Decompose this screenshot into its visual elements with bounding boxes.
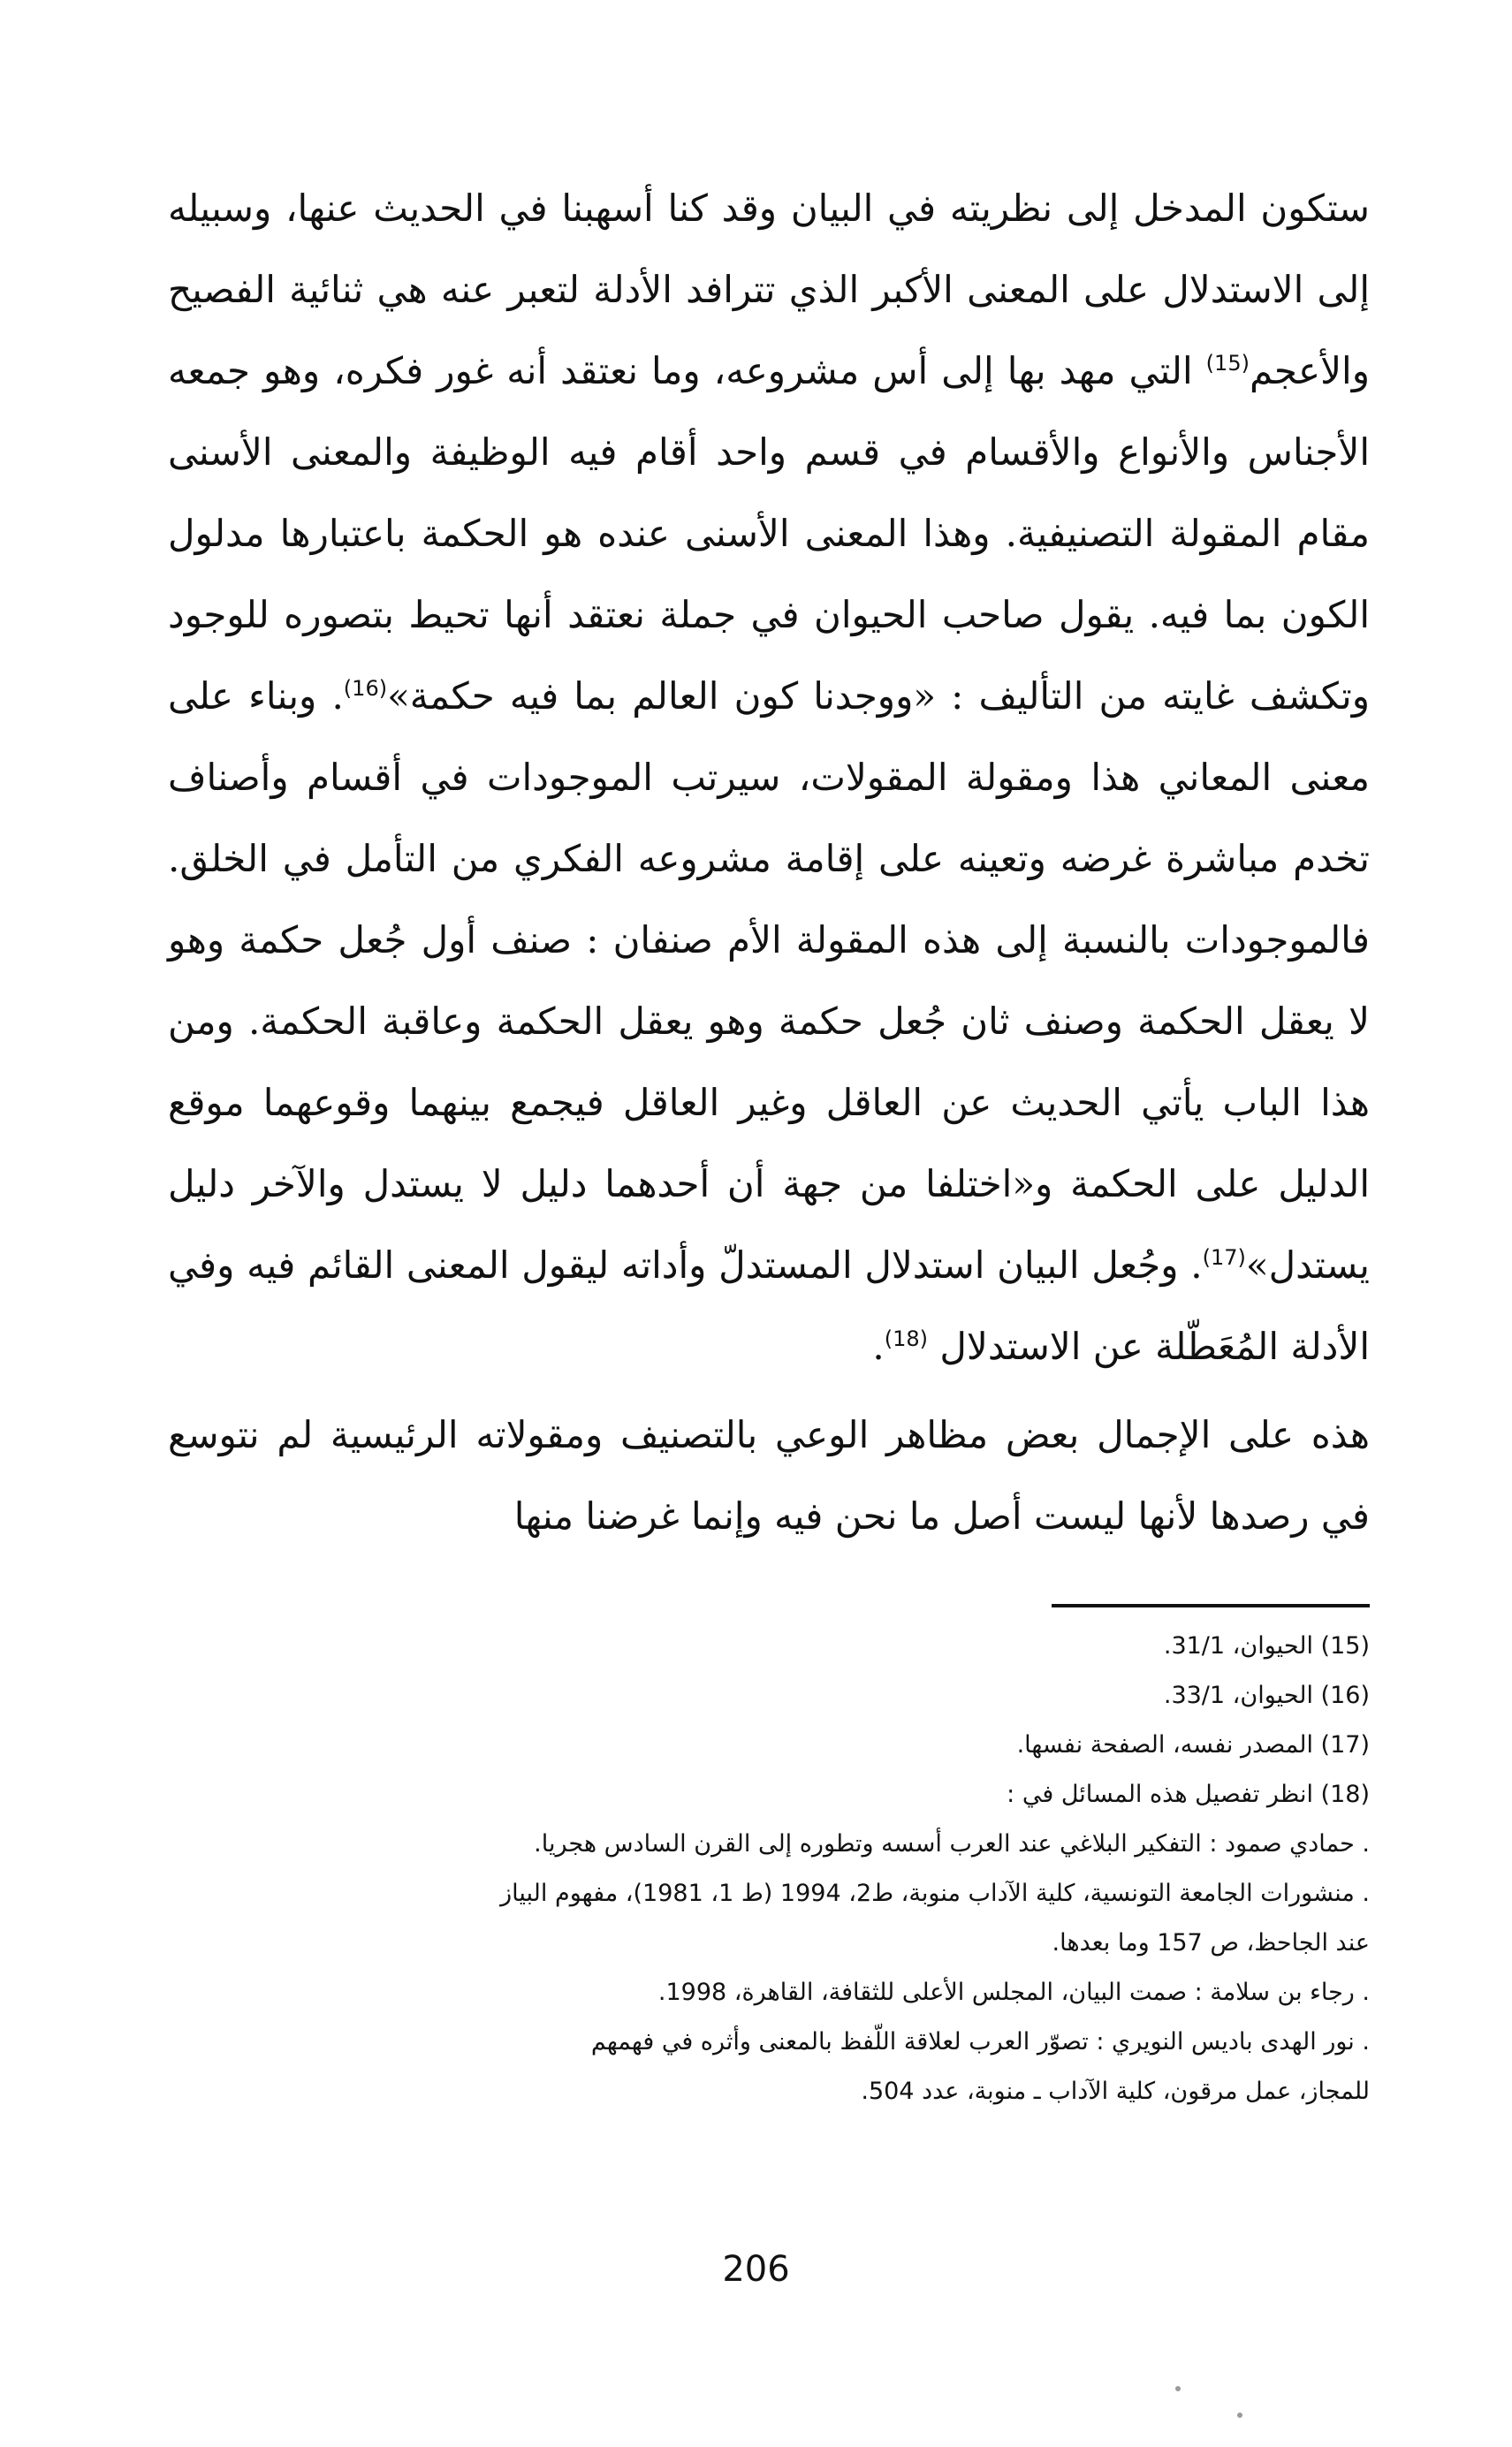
footnote-15: (15) الحيوان، 31/1. <box>1163 1632 1370 1660</box>
scan-speck <box>1175 2386 1181 2391</box>
footnote-separator <box>1052 1604 1370 1607</box>
scan-speck <box>1237 2413 1242 2418</box>
footnote-reference-item: . منشورات الجامعة التونسية، كلية الآداب منوبة، ط2، 1994 (ط 1، 1981)، مفهوم البياز <box>500 1880 1370 1907</box>
footnote-16: (16) الحيوان، 33/1. <box>1163 1682 1370 1709</box>
footnote-ref-15: (15) <box>1205 351 1250 376</box>
footnote-ref-16: (16) <box>343 676 388 701</box>
footnote-ref-17: (17) <box>1202 1245 1246 1270</box>
footnote-reference-item-continued: للمجاز، عمل مرقون، كلية الآداب ـ منوبة، عدد 504. <box>861 2078 1370 2105</box>
paragraph-text: . وجُعل البيان استدلال المستدلّ وأداته ليقول المعنى القائم فيه وفي الأدلة المُعَطّلة عن الاستدلال <box>168 1243 1370 1368</box>
footnote-reference-item: . رجاء بن سلامة : صمت البيان، المجلس الأعلى للثقافة، القاهرة، 1998. <box>657 1979 1370 2006</box>
paragraph-text: ستكون المدخل إلى نظريته في البيان وقد كنا أسهبنا في الحديث عنها، وسبيله إلى الاستدلال على المعنى الأكبر الذي تترافد الأدلة لتعبر عنه هي ثنائية الفصيح والأعجم <box>168 186 1370 392</box>
page-number: 206 <box>722 2249 790 2290</box>
paragraph-text: . <box>872 1325 885 1368</box>
paragraph-text: . وبناء على معنى المعاني هذا ومقولة المقولات، سيرتب الموجودات في أقسام وأصناف تخدم مباشرة غرضه وتعينه على إقامة مشروعه الفكري من التأمل في الخلق. فالموجودات بالنسبة إلى هذه المقولة الأم صنفان : صنف أول جُعل حكمة وهو لا يعقل الحكمة وصنف ثان جُعل حكمة وهو يعقل الحكمة وعاقبة الحكمة. ومن هذا الباب يأتي الحديث عن العاقل وغير العاقل فيجمع بينهما وقوعهما موقع الدليل على الحكمة و«اختلفا من جهة أن أحدهما دليل لا يستدل والآخر دليل يستدل» <box>168 674 1370 1287</box>
paragraph: هذه على الإجمال بعض مظاهر الوعي بالتصنيف ومقولاته الرئيسية لم نتوسع في رصدها لأنها ليست أصل ما نحن فيه وإنما غرضنا منها <box>168 1413 1370 1538</box>
footnote-reference-item: . نور الهدى باديس النويري : تصوّر العرب لعلاقة اللّفظ بالمعنى وأثره في فهمهم <box>590 2028 1370 2056</box>
paragraph <box>168 168 1370 1387</box>
footnote-reference-item: . حمادي صمود : التفكير البلاغي عند العرب أسسه وتطوره إلى القرن السادس هجريا. <box>534 1830 1370 1858</box>
footnote-reference-item-continued: عند الجاحظ، ص 157 وما بعدها. <box>1052 1929 1370 1957</box>
body-text <box>168 168 1370 1557</box>
paragraph-text: التي مهد بها إلى أس مشروعه، وما نعتقد أنه غور فكره، وهو جمعه الأجناس والأنواع والأقسام في قسم واحد أقام فيه الوظيفة والمعنى الأسنى مقام المقولة التصنيفية. وهذا المعنى الأسنى عنده هو الحكمة باعتبارها مدلول الكون بما فيه. يقول صاحب الحيوان في جملة نعتقد أنها تحيط بتصوره للوجود وتكشف غايته من التأليف : «ووجدنا كون العالم بما فيه حكمة» <box>168 349 1370 718</box>
footnotes <box>168 1622 1370 2116</box>
footnote-17: (17) المصدر نفسه، الصفحة نفسها. <box>1016 1731 1370 1759</box>
footnote-18: (18) انظر تفصيل هذه المسائل في : <box>1007 1781 1370 1808</box>
footnote-ref-18: (18) <box>884 1326 929 1351</box>
